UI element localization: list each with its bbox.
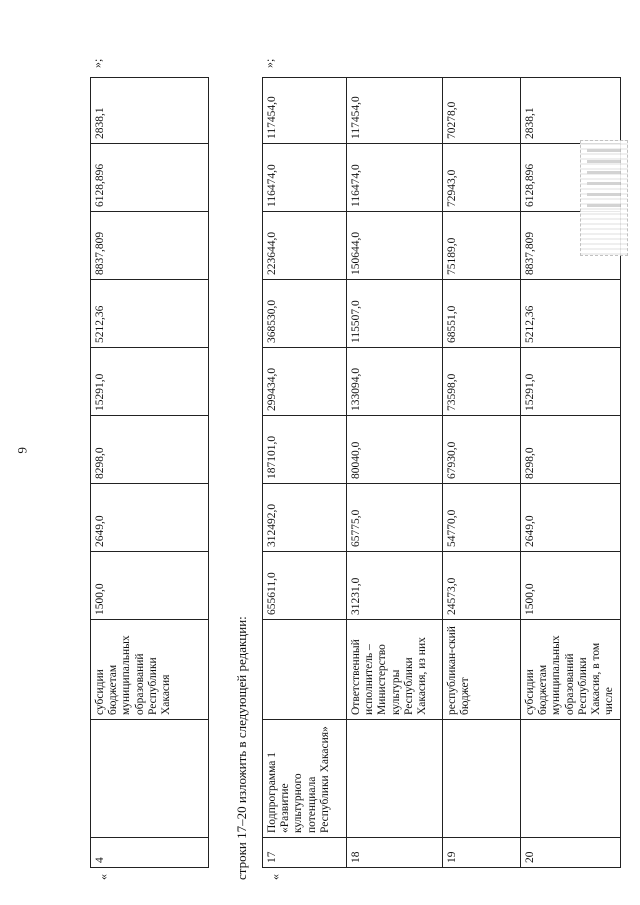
rotated-content [90,40,616,880]
closing-quote: »; [90,58,104,68]
value-cell: 67930,0 [443,416,521,484]
closing-quote-2: »; [262,58,276,68]
value-cell: 2649,0 [521,484,621,552]
value-cell: 299434,0 [263,348,347,416]
value-cell: 6128,896 [91,144,209,212]
value-cell: 2838,1 [91,78,209,144]
value-cell: 65775,0 [347,484,443,552]
row-number: 19 [443,838,521,868]
value-cell: 6128,896 [521,144,621,212]
value-cell: 150644,0 [347,212,443,280]
table-row [263,78,347,868]
instruction-text: строки 17–20 изложить в следующей редакции: [234,616,249,880]
value-cell: 368530,0 [263,280,347,348]
value-cell: 75189,0 [443,212,521,280]
bottom-table [262,77,621,868]
value-cell: 24573,0 [443,552,521,620]
row-type: Ответственный исполнитель – Министерство культуры Республики Хакасия, из них [347,620,443,720]
value-cell: 115507,0 [347,280,443,348]
row-type [263,620,347,720]
value-cell: 117454,0 [347,78,443,144]
value-cell: 5212,36 [91,280,209,348]
value-cell: 54770,0 [443,484,521,552]
value-cell: 117454,0 [263,78,347,144]
value-cell: 116474,0 [347,144,443,212]
row-name [347,720,443,838]
value-cell: 187101,0 [263,416,347,484]
value-cell: 8298,0 [91,416,209,484]
value-cell: 8837,809 [521,212,621,280]
value-cell: 31231,0 [347,552,443,620]
value-cell: 2649,0 [91,484,209,552]
page-number: 6 [15,447,30,454]
value-cell: 72943,0 [443,144,521,212]
value-cell: 8298,0 [521,416,621,484]
table-row [347,78,443,868]
value-cell: 2838,1 [521,78,621,144]
opening-quote: « [96,874,110,880]
value-cell: 312492,0 [263,484,347,552]
opening-quote-2: « [268,874,282,880]
row-name: Подпрограмма 1 «Развитие культурного потенциала Республики Хакасия» [263,720,347,838]
row-type: субсидии бюджетам муниципальных образований Республики Хакасия [91,620,209,720]
row-name [521,720,621,838]
row-number: 20 [521,838,621,868]
value-cell: 1500,0 [91,552,209,620]
value-cell: 5212,36 [521,280,621,348]
row-name [91,720,209,838]
faded-stamp [580,140,628,256]
value-cell: 8837,809 [91,212,209,280]
value-cell: 70278,0 [443,78,521,144]
value-cell: 1500,0 [521,552,621,620]
row-type: республикан-ский бюджет [443,620,521,720]
row-name [443,720,521,838]
row-number: 18 [347,838,443,868]
value-cell: 80040,0 [347,416,443,484]
value-cell: 655611,0 [263,552,347,620]
row-type: субсидии бюджетам муниципальных образований Республики Хакасия, в том числе [521,620,621,720]
value-cell: 15291,0 [91,348,209,416]
row-number: 17 [263,838,347,868]
table-row [443,78,521,868]
value-cell: 68551,0 [443,280,521,348]
value-cell: 73598,0 [443,348,521,416]
value-cell: 223644,0 [263,212,347,280]
value-cell: 15291,0 [521,348,621,416]
value-cell: 116474,0 [263,144,347,212]
table-row [91,78,209,868]
top-table [90,77,209,868]
value-cell: 133094,0 [347,348,443,416]
row-number: 4 [91,838,209,868]
